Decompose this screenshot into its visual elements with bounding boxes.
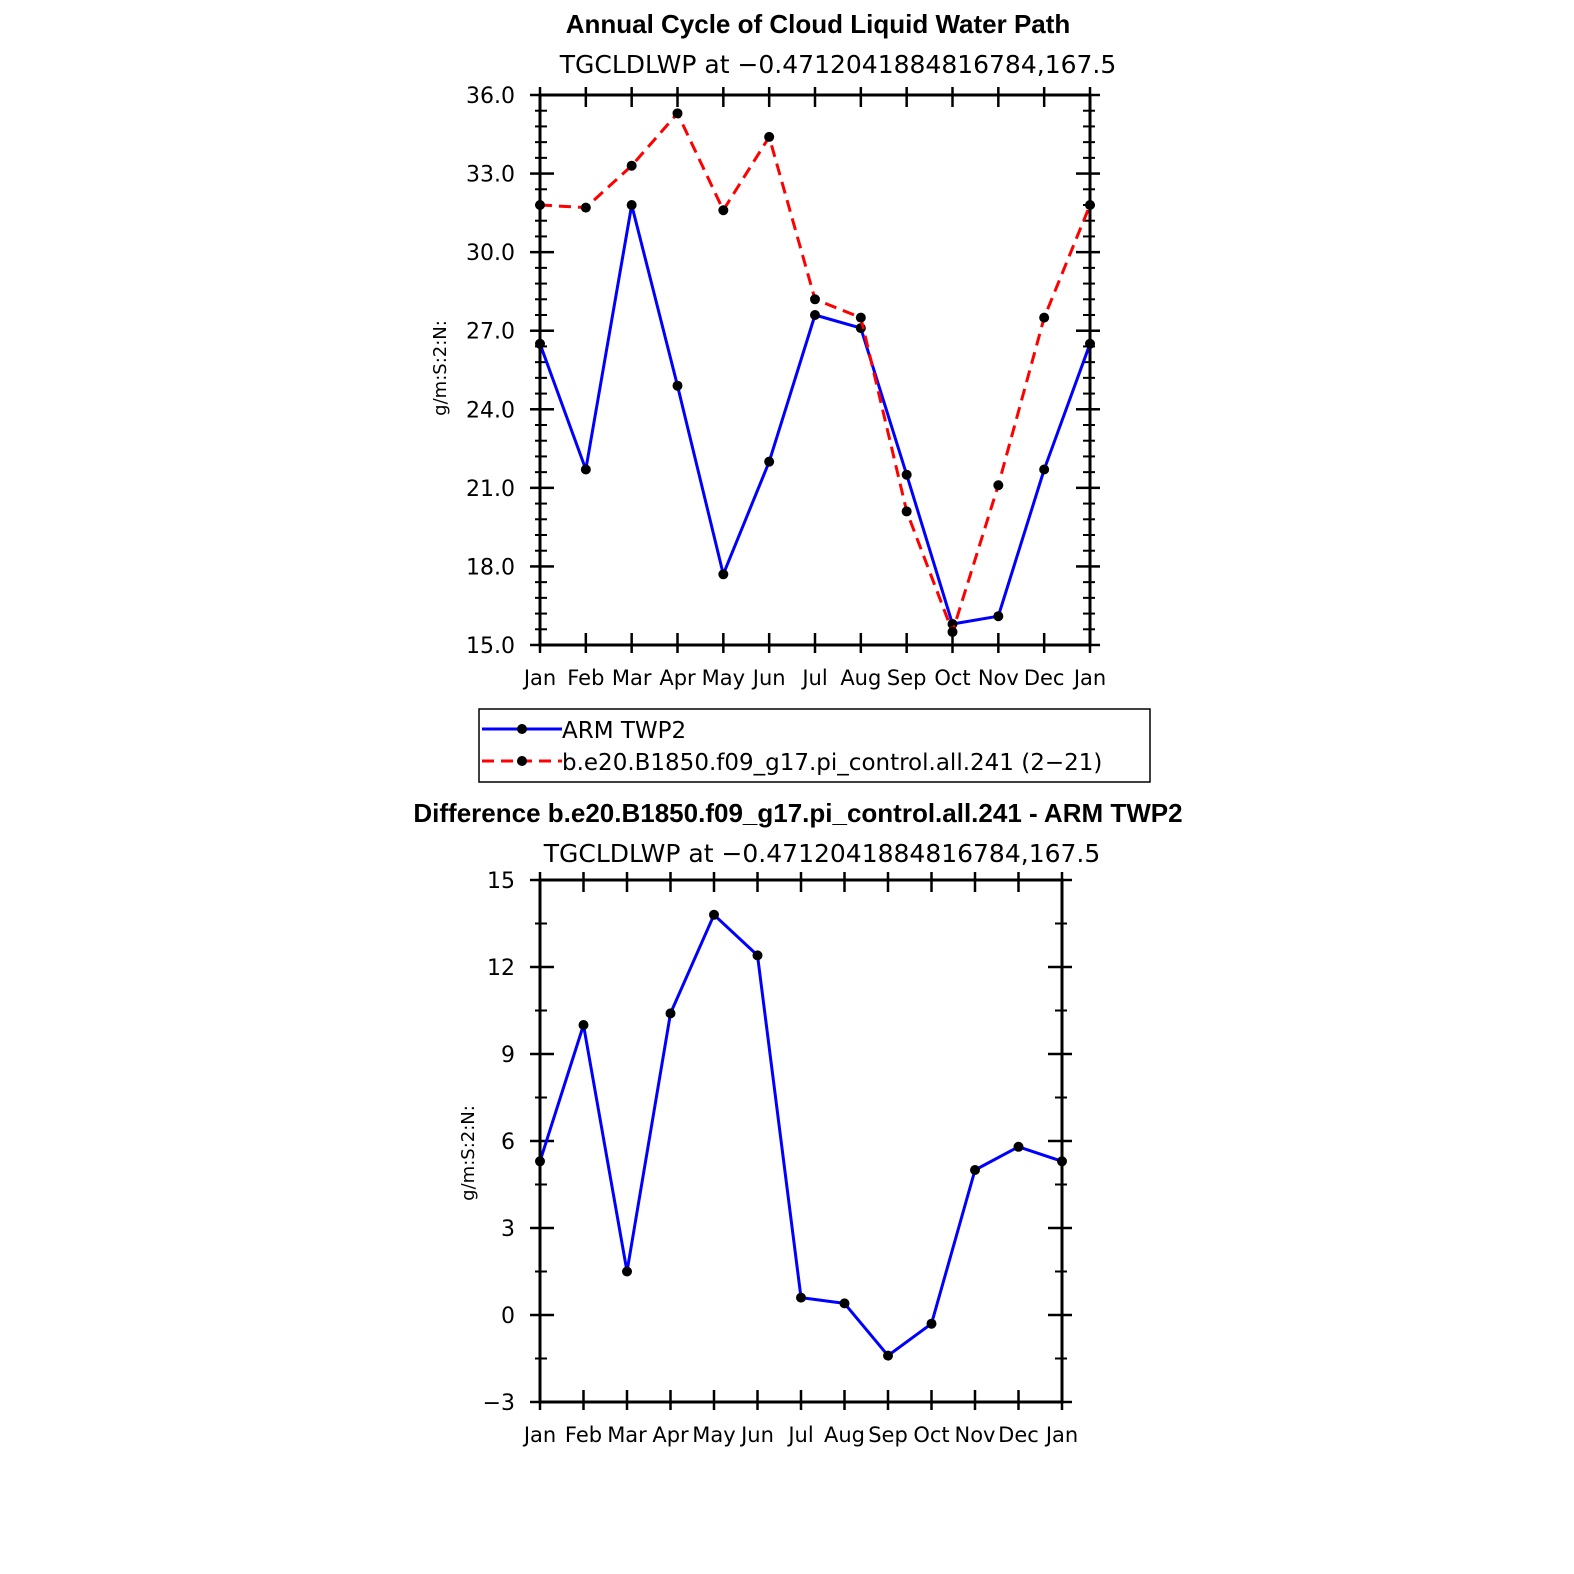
data-point: [883, 1351, 893, 1361]
difference-panel: [413, 798, 1182, 1447]
data-point: [970, 1165, 980, 1175]
chart-title: Difference b.e20.B1850.f09_g17.pi_control.all.241 - ARM TWP2: [413, 798, 1183, 828]
data-point: [810, 310, 820, 320]
chart-subtitle: TGCLDLWP at −0.4712041884816784,167.5: [559, 50, 1117, 79]
x-tick-label: May: [701, 666, 746, 690]
data-point: [902, 506, 912, 516]
data-point: [622, 1267, 632, 1277]
data-point: [1039, 465, 1049, 475]
y-tick-label: 0: [501, 1304, 515, 1329]
x-tick-label: Aug: [840, 666, 882, 690]
plot-frame: [540, 880, 1062, 1402]
chart-title: Annual Cycle of Cloud Liquid Water Path: [565, 9, 1071, 39]
data-point: [581, 203, 591, 213]
data-point: [673, 108, 683, 118]
data-point: [718, 569, 728, 579]
x-tick-label: Jun: [741, 1423, 774, 1447]
legend-label-model: b.e20.B1850.f09_g17.pi_control.all.241 (2−21): [562, 750, 1103, 776]
data-point: [993, 611, 1003, 621]
data-point: [1039, 313, 1049, 323]
data-point: [764, 457, 774, 467]
data-point: [1014, 1142, 1024, 1152]
y-tick-label: 24.0: [466, 398, 515, 424]
y-tick-label: 36.0: [466, 84, 515, 109]
data-point: [753, 950, 763, 960]
series-layer: [535, 910, 1067, 1361]
x-tick-label: Jan: [523, 1423, 557, 1447]
x-tick-label: Jun: [752, 666, 786, 690]
data-point: [579, 1020, 589, 1030]
data-point: [840, 1298, 850, 1308]
x-tick-label: Apr: [652, 1423, 689, 1447]
y-tick-label: 27.0: [466, 319, 515, 345]
y-tick-label: 33.0: [466, 162, 515, 188]
x-tick-label: Oct: [913, 1423, 950, 1447]
y-tick-label: 15.0: [466, 634, 515, 659]
series-line-0: [540, 915, 1062, 1356]
data-point: [673, 381, 683, 391]
axis-ticks: [530, 872, 1072, 1410]
x-tick-label: Sep: [868, 1423, 908, 1447]
legend: [479, 709, 1150, 782]
series-layer: [535, 108, 1095, 637]
y-axis-label: g/m:S:2:N:: [458, 1105, 479, 1201]
data-point: [993, 480, 1003, 490]
x-tick-label: Feb: [564, 1423, 603, 1447]
x-tick-labels: [522, 666, 1106, 690]
x-tick-label: Jan: [1045, 1423, 1079, 1447]
y-tick-label: −3: [482, 1391, 515, 1416]
x-tick-label: Aug: [823, 1423, 866, 1447]
x-tick-label: Sep: [886, 666, 927, 690]
y-tick-label: 21.0: [466, 476, 515, 502]
data-point: [948, 627, 958, 637]
data-point: [627, 161, 637, 171]
x-tick-label: Dec: [1023, 666, 1065, 690]
y-tick-labels: [466, 84, 515, 659]
x-tick-label: Nov: [977, 666, 1019, 690]
series-line-1: [540, 113, 1090, 632]
y-tick-label: 30.0: [466, 241, 515, 267]
x-tick-labels: [522, 1423, 1078, 1447]
x-tick-label: Mar: [607, 1423, 647, 1447]
x-tick-label: Jul: [788, 1423, 814, 1447]
x-tick-label: Jan: [523, 666, 557, 690]
legend-marker-model: [517, 756, 527, 766]
x-tick-label: Jan: [1073, 666, 1107, 690]
x-tick-label: May: [692, 1423, 736, 1447]
x-tick-label: Apr: [659, 666, 696, 690]
y-tick-labels: [483, 869, 515, 1416]
data-point: [627, 200, 637, 210]
legend-marker-arm: [517, 724, 527, 734]
y-tick-label: 18.0: [466, 555, 515, 581]
data-point: [581, 465, 591, 475]
x-tick-label: Feb: [567, 666, 605, 690]
x-tick-label: Nov: [954, 1423, 996, 1447]
annual-cycle-panel: [430, 9, 1150, 782]
data-point: [796, 1293, 806, 1303]
data-point: [810, 294, 820, 304]
x-tick-label: Mar: [611, 666, 652, 690]
data-point: [902, 470, 912, 480]
y-axis-label: g/m:S:2:N:: [430, 320, 451, 416]
x-tick-label: Oct: [934, 666, 971, 690]
x-tick-label: Dec: [998, 1423, 1039, 1447]
x-tick-label: Jul: [802, 666, 828, 690]
data-point: [709, 910, 719, 920]
y-tick-label: 12: [487, 956, 515, 981]
y-tick-label: 15: [487, 869, 515, 894]
data-point: [718, 205, 728, 215]
data-point: [666, 1008, 676, 1018]
chart-subtitle: TGCLDLWP at −0.4712041884816784,167.5: [543, 839, 1101, 868]
series-line-0: [540, 205, 1090, 624]
data-point: [927, 1319, 937, 1329]
legend-label-arm: ARM TWP2: [562, 718, 687, 744]
plot-frame: [540, 95, 1090, 645]
data-point: [764, 132, 774, 142]
y-tick-label: 9: [501, 1043, 515, 1068]
data-point: [856, 313, 866, 323]
y-tick-label: 3: [501, 1217, 515, 1242]
y-tick-label: 6: [501, 1130, 515, 1155]
